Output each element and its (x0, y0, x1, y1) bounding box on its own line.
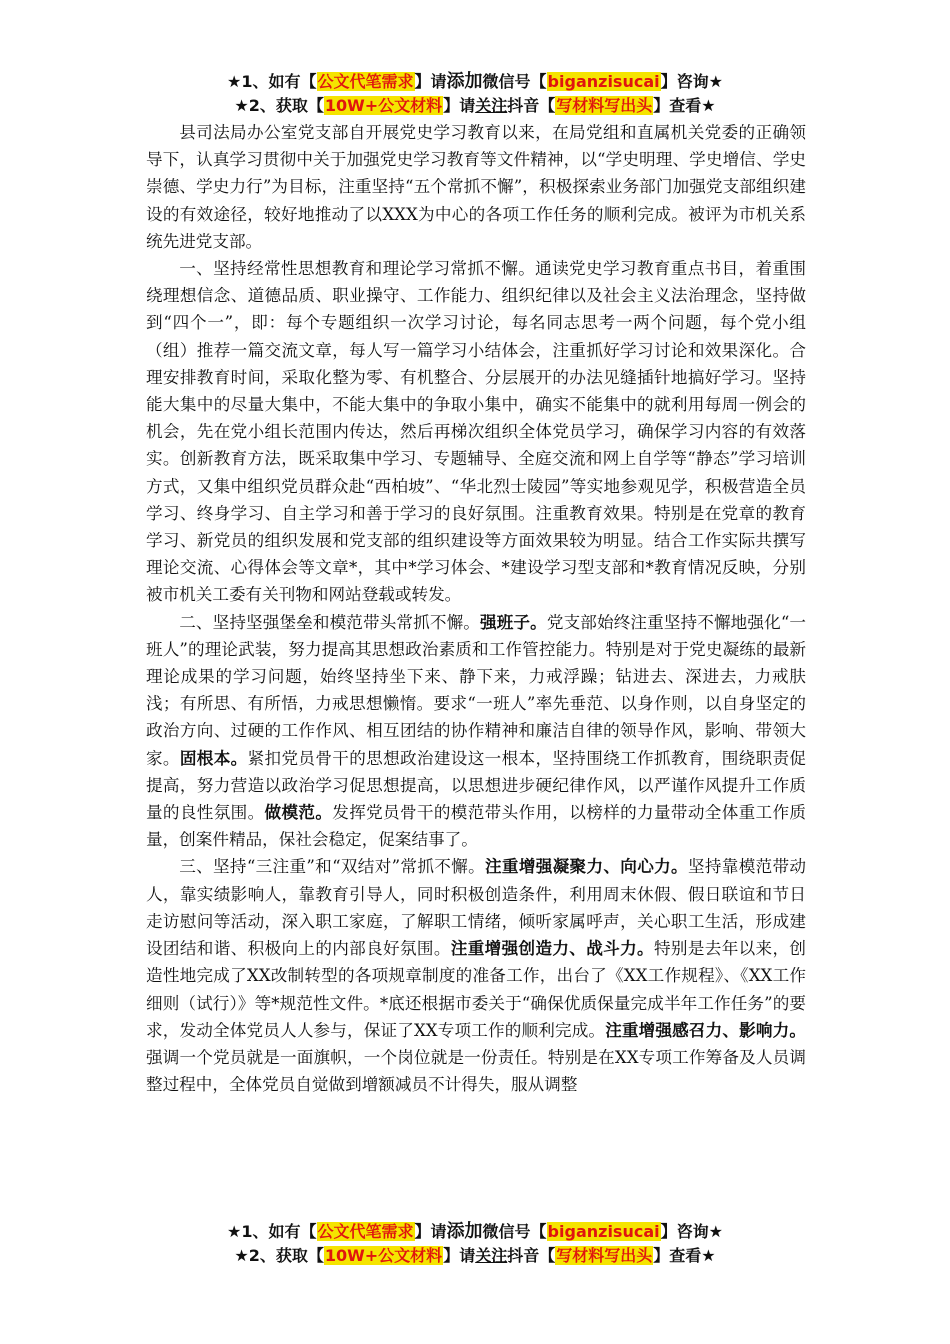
bottom-banner-line-2: ★2、获取【10W+公文材料】请关注抖音【写材料写出头】查看★ (234, 1246, 716, 1265)
bottom-banner-line-1: ★1、如有【公文代笔需求】请添加微信号【biganzisucai】咨询★ (227, 1221, 723, 1242)
section-3-paragraph: 三、坚持“三注重”和“双结对”常抓不懈。注重增强凝聚力、向心力。坚持靠模范带动人，靠实绩影响人，靠教育引导人，同时积极创造条件，利用周末休假、假日联谊和节日走访慰问等活动，深入职工家庭，了解职工情绪，倾听家属呼声，关心职工生活，形成建设团结和谐、积极向上的内部良好氛围。注重增强创造力、战斗力。特别是去年以来，创造性地完成了XX改制转型的各项规章制度的准备工作，出台了《XX工作规程》、《XX工作细则（试行）》等*规范性文件。*底还根据市委关于“确保优质保量完成半年工作任务”的要求，发动全体党员人人参与，保证了XX专项工作的顺利完成。注重增强感召力、影响力。强调一个党员就是一面旗帜，一个岗位就是一份责任。特别是在XX专项工作筹备及人员调整过程中，全体党员自觉做到增额减员不计得失，服从调整 (146, 857, 807, 1095)
section-2-paragraph: 二、坚持坚强堡垒和模范带头常抓不懈。强班子。党支部始终注重坚持不懈地强化“一班人”的理论武装，努力提高其思想政治素质和工作管控能力。特别是对于党史凝练的最新理论成果的学习问题，始终坚持坐下来、静下来，力戒浮躁；钻进去、深进去，力戒肤浅；有所思、有所悟，力戒思想懒惰。要求“一班人”率先垂范、以身作则，以自身坚定的政治方向、过硬的工作作风、相互团结的协作精神和廉洁自律的领导作风，影响、带领大家。固根本。紧扣党员骨干的思想政治建设这一根本，坚持围绕工作抓教育，围绕职责促提高，努力营造以政治学习促思想提高，以思想进步硬纪律作风，以严谨作风提升工作质量的良性氛围。做模范。发挥党员骨干的模范带头作用，以榜样的力量带动全体重工作质量，创案件精品，保社会稳定，促案结事了。 (146, 612, 807, 850)
top-banner-line-2: ★2、获取【10W+公文材料】请关注抖音【写材料写出头】查看★ (234, 96, 716, 115)
document-body (146, 119, 806, 1098)
wechat-id-highlight: biganzisucai (547, 72, 660, 91)
section-1-paragraph: 一、坚持经常性思想教育和理论学习常抓不懈。通读党史学习教育重点书目，着重围绕理想信念、道德品质、职业操守、工作能力、组织纪律以及社会主义法治理念，坚持做到“四个一”，即：每个专题组织一次学习讨论，每名同志思考一两个问题，每个党小组（组）推荐一篇交流文章，每人写一篇学习小结体会，注重抓好学习讨论和效果深化。合理安排教育时间，采取化整为零、有机整合、分层展开的办法见缝插针地搞好学习。坚持能大集中的尽量大集中，不能大集中的争取小集中，确实不能集中的就利用每周一例会的机会，先在党小组长范围内传达，然后再梯次组织全体党员学习，确保学习内容的有效落实。创新教育方法，既采取集中学习、专题辅导、全庭交流和网上自学等“静态”学习培训方式，又集中组织党员群众赴“西柏坡”、“华北烈士陵园”等实地参观见学，积极营造全员学习、终身学习、自主学习和善于学习的良好氛围。注重教育效果。特别是在党章的教育学习、新党员的组织发展和党支部的组织建设等方面效果较为明显。结合工作实际共撰写理论交流、心得体会等文章*，其中*学习体会、*建设学习型支部和*教育情况反映，分别被市机关工委有关刊物和网站登载或转发。 (146, 259, 806, 605)
wechat-id-highlight: biganzisucai (547, 1222, 660, 1241)
douyin-account-highlight: 写材料写出头 (556, 1246, 653, 1265)
service-highlight: 公文代笔需求 (317, 72, 414, 91)
douyin-account-highlight: 写材料写出头 (556, 96, 653, 115)
service-highlight: 公文代笔需求 (317, 1222, 414, 1241)
material-highlight: 10W+公文材料 (324, 1246, 443, 1265)
material-highlight: 10W+公文材料 (324, 96, 443, 115)
top-banner-line-1: ★1、如有【公文代笔需求】请添加微信号【biganzisucai】咨询★ (227, 71, 723, 92)
intro-paragraph: 县司法局办公室党支部自开展党史学习教育以来，在局党组和直属机关党委的正确领导下，认真学习贯彻中关于加强党史学习教育等文件精神，以“学史明理、学史增信、学史崇德、学史力行”为目标，注重坚持“五个常抓不懈”，积极探索业务部门加强党支部组织建设的有效途径，较好地推动了以XXX为中心的各项工作任务的顺利完成。被评为市机关系统先进党支部。 (146, 123, 806, 251)
